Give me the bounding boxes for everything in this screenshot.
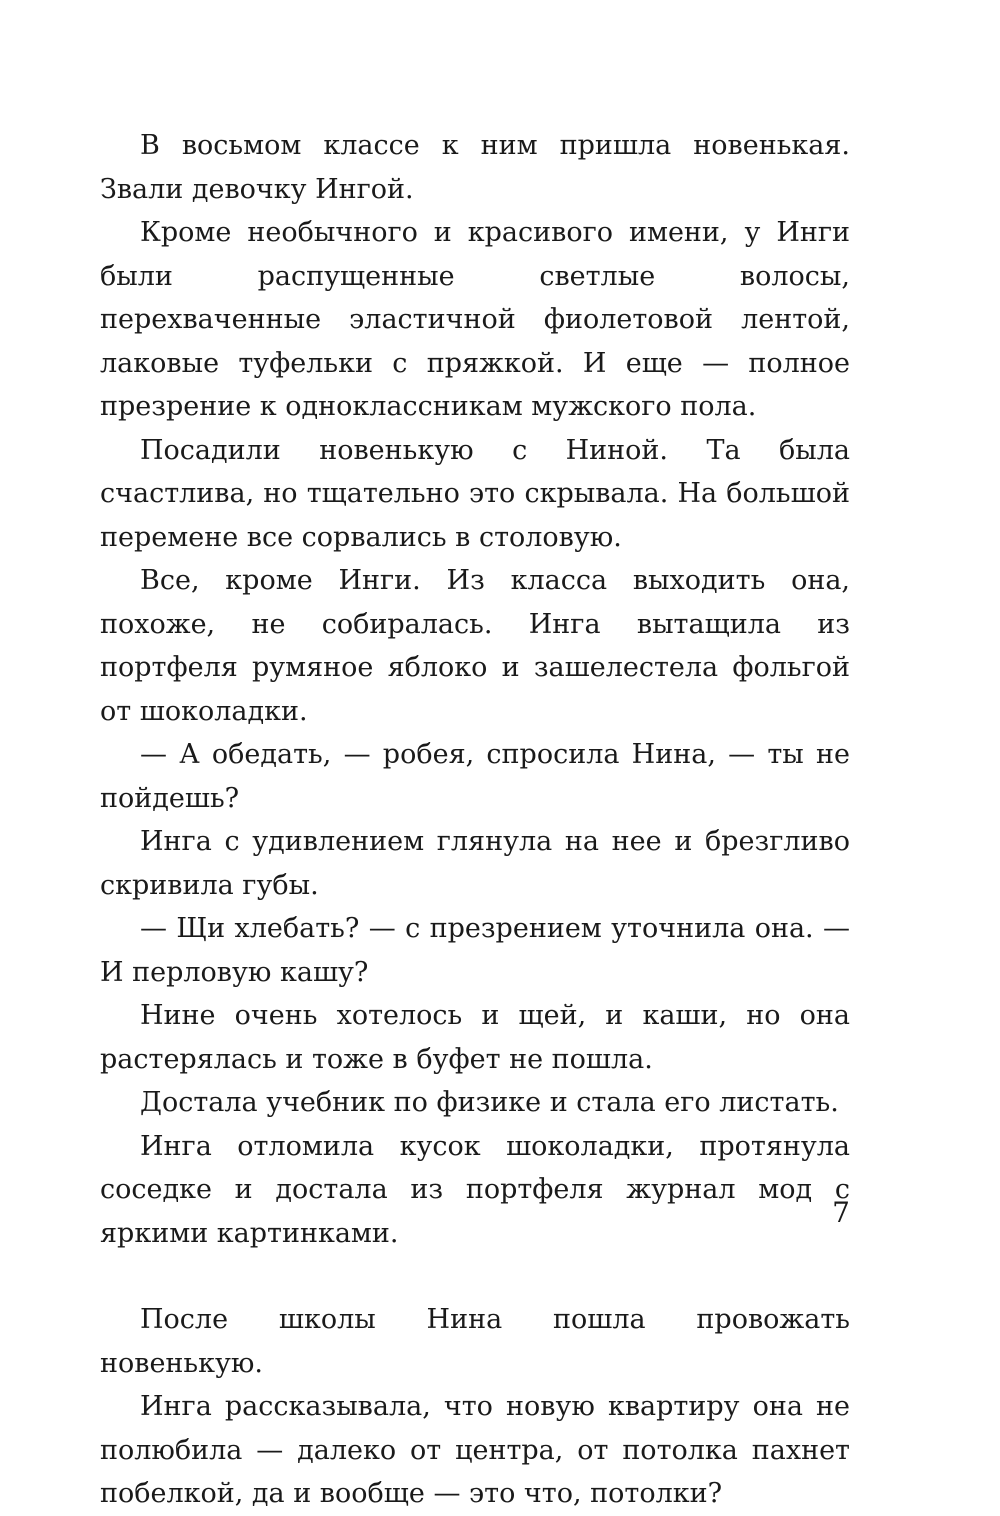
paragraph: Посадили новенькую с Ниной. Та была счастлива, но тщательно это скрывала. На большой перемене все сорвались в столовую. (100, 434, 850, 553)
paragraph: Нине очень хотелось и щей, и каши, но она растерялась и тоже в буфет не пошла. (100, 1000, 850, 1075)
paragraph: После школы Нина пошла провожать новенькую. (100, 1304, 850, 1379)
paragraph: — А обедать, — робея, спросила Нина, — ты не пойдешь? (100, 739, 850, 814)
paragraph: Инга отломила кусок шоколадки, протянула соседке и достала из портфеля журнал мод с яркими картинками. (100, 1130, 850, 1249)
paragraph: Инга рассказывала, что новую квартиру она не полюбила — далеко от центра, от потолка пахнет побелкой, да и вообще — это что, потолки? (100, 1391, 850, 1509)
paragraph: Кроме необычного и красивого имени, у Инги были распущенные светлые волосы, перехваченные эластичной фиолетовой лентой, лаковые туфельки с пряжкой. И еще — полное презрение к одноклассникам мужского пола. (100, 217, 850, 422)
paragraph: Инга с удивлением глянула на нее и брезгливо скривила губы. (100, 826, 850, 901)
paragraph: Все, кроме Инги. Из класса выходить она, похоже, не собиралась. Инга вытащила из портфеля румяное яблоко и зашелестела фольгой от шоколадки. (100, 565, 850, 727)
body-text (100, 124, 850, 1516)
page-number: 7 (832, 1196, 850, 1229)
paragraph: Достала учебник по физике и стала его листать. (140, 1087, 839, 1118)
paragraph: В восьмом классе к ним пришла новенькая. Звали девочку Ингой. (100, 130, 850, 205)
paragraph: — Щи хлебать? — с презрением уточнила она. — И перловую кашу? (100, 913, 850, 988)
